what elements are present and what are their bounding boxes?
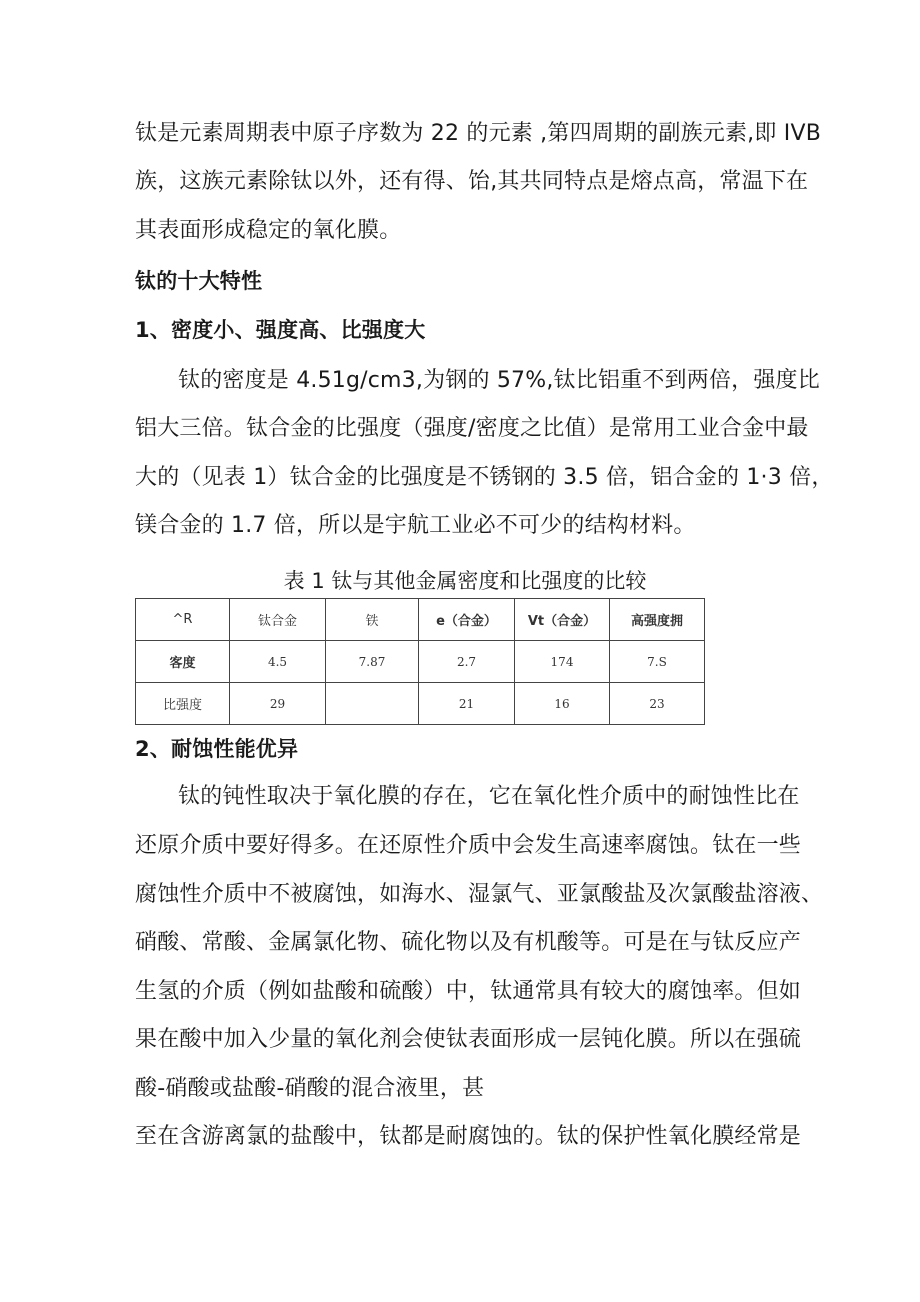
section1-heading: 1、密度小、强度高、比强度大	[135, 318, 426, 342]
table-cell	[326, 683, 419, 725]
section-title: 钛的十大特性	[135, 269, 263, 293]
table-row-label: 客度	[136, 641, 230, 683]
section1-line-2: 铝大三倍。钛合金的比强度（强度/密度之比值）是常用工业合金中最	[135, 416, 809, 441]
intro-line-1: 钛是元素周期表中原子序数为 22 的元素 ,第四周期的副族元素,即 IVB	[135, 121, 821, 146]
table-cell: 29	[230, 683, 326, 725]
table-row	[136, 641, 705, 683]
section2-line-2: 还原介质中要好得多。在还原性介质中会发生高速率腐蚀。钛在一些	[135, 833, 802, 858]
section2-line-3: 腐蚀性介质中不被腐蚀，如海水、湿氯气、亚氯酸盐及次氯酸盐溶液、	[135, 882, 824, 907]
section2-line-1: 钛的钝性取决于氧化膜的存在，它在氧化性介质中的耐蚀性比在	[178, 784, 800, 809]
table-row-label: 比强度	[136, 683, 230, 725]
table-cell: 2.7	[419, 641, 515, 683]
table-header-cell: 铁	[326, 599, 419, 641]
section2-line-8: 至在含游离氯的盐酸中，钛都是耐腐蚀的。钛的保护性氧化膜经常是	[135, 1124, 802, 1149]
section1-line-3: 大的（见表 1）钛合金的比强度是不锈钢的 3.5 倍，铝合金的 1·3 倍，	[135, 465, 834, 490]
table-caption: 表 1 钛与其他金属密度和比强度的比较	[283, 569, 647, 593]
intro-line-2: 族，这族元素除钛以外，还有得、饴,其共同特点是熔点高，常温下在	[135, 169, 809, 194]
section1-line-4: 镁合金的 1.7 倍，所以是宇航工业必不可少的结构材料。	[135, 513, 696, 538]
table-header-cell: 高强度拥	[610, 599, 705, 641]
table-row	[136, 683, 705, 725]
table-cell: 4.5	[230, 641, 326, 683]
table-cell: 16	[515, 683, 610, 725]
table-cell: 7.S	[610, 641, 705, 683]
table-cell: 23	[610, 683, 705, 725]
table-header-cell: Vt（合金）	[515, 599, 610, 641]
table-cell: 174	[515, 641, 610, 683]
comparison-table	[135, 598, 705, 725]
table-cell: 21	[419, 683, 515, 725]
table-header-row	[136, 599, 705, 641]
section2-line-6: 果在酸中加入少量的氧化剂会使钛表面形成一层钝化膜。所以在强硫	[135, 1027, 802, 1052]
table-header-cell: 钛合金	[230, 599, 326, 641]
section2-line-5: 生氢的介质（例如盐酸和硫酸）中，钛通常具有较大的腐蚀率。但如	[135, 979, 802, 1004]
table-header-cell: e（合金）	[419, 599, 515, 641]
table-header-cell: ^R	[136, 599, 230, 641]
section1-line-1: 钛的密度是 4.51g/cm3,为钢的 57%,钛比铝重不到两倍，强度比	[178, 368, 820, 393]
intro-line-3: 其表面形成稳定的氧化膜。	[135, 218, 402, 243]
section2-heading: 2、耐蚀性能优异	[135, 737, 299, 761]
section2-line-7: 酸-硝酸或盐酸-硝酸的混合液里，甚	[135, 1076, 485, 1101]
section2-line-4: 硝酸、常酸、金属氯化物、硫化物以及有机酸等。可是在与钛反应产	[135, 930, 802, 955]
table-cell: 7.87	[326, 641, 419, 683]
